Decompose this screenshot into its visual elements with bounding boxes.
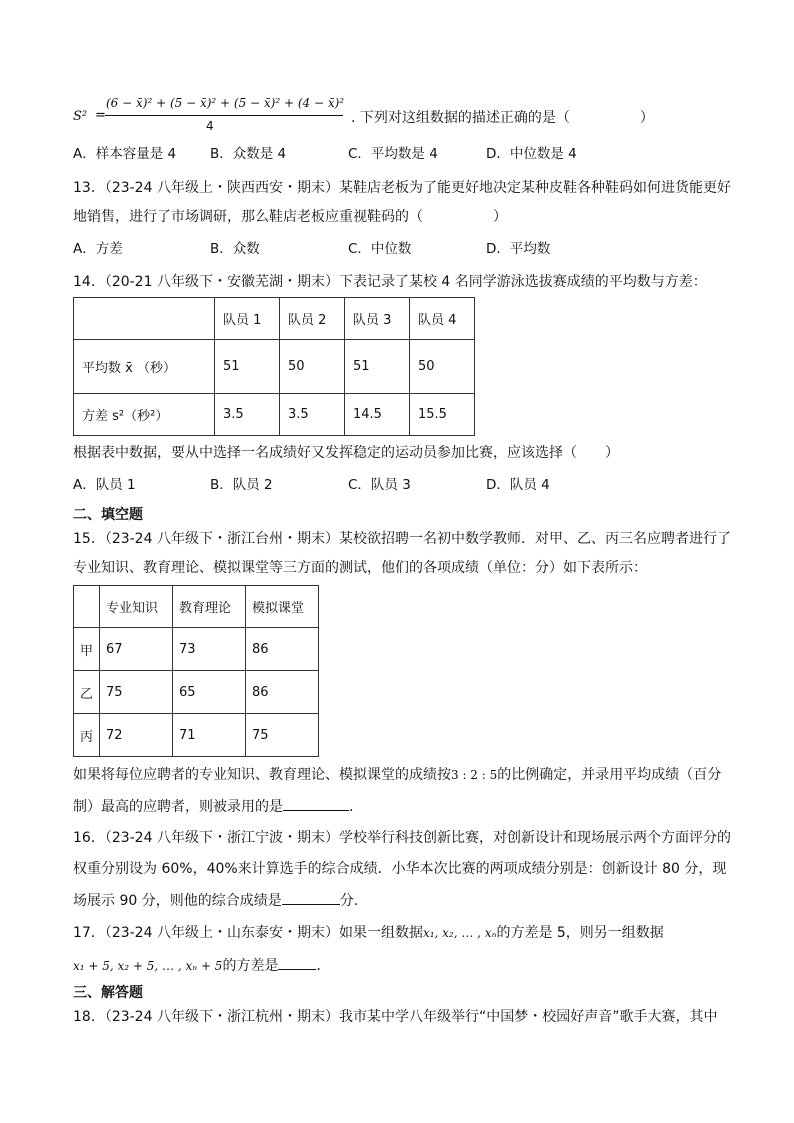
table-cell: 50 [280,340,345,394]
table-cell: 71 [173,714,246,757]
q15-after-line1 [73,765,721,785]
table-cell: 14.5 [345,394,410,436]
q14-option-a[interactable]: A．队员 1 [73,477,136,493]
fraction-bar [105,115,343,116]
table-cell: 73 [173,628,246,671]
q14-option-c[interactable]: C．队员 3 [348,477,411,493]
table-cell: 50 [410,340,475,394]
q13-stem-line1: 13．（23-24 八年级上・陕西西安・期末）某鞋店老板为了能更好地决定某种皮鞋各种鞋码如何进货能更好 [73,180,731,196]
formula-equals: = [95,108,106,123]
row-label: 乙 [74,671,100,714]
table-cell: 15.5 [410,394,475,436]
q16-answer-blank[interactable] [282,890,340,905]
q15-answer-blank[interactable] [283,796,349,811]
q17-text-b: 的方差是 5，则另一组数据 [496,925,664,941]
table-cell: 65 [173,671,246,714]
q15-stem-line1: 15．（23-24 八年级下・浙江台州・期末）某校欲招聘一名初中数学教师．对甲、乙、丙三名应聘者进行了 [73,531,731,547]
table-header-cell: 模拟课堂 [245,586,318,628]
q15-after-text-c: 制）最高的应聘者，则被录用的是 [73,799,283,815]
q17-answer-blank[interactable] [278,955,316,970]
q16-text-a: 场展示 90 分，则他的综合成绩是 [73,893,282,909]
q16-stem-line2: 权重分别设为 60%，40%来计算选手的综合成绩．小华本次比赛的两项成绩分别是：创新设计 80 分，现 [73,861,727,877]
table-cell: 72 [100,714,173,757]
table-header-cell: 专业知识 [100,586,173,628]
data-set-2: x₁ + 5, x₂ + 5, … , xₙ + 5 [73,959,223,973]
q17-period: ． [316,958,331,974]
table-cell: 86 [245,671,318,714]
formula-lhs: S² [73,109,88,124]
table-corner-cell [74,586,100,628]
table-header-cell: 队员 3 [345,298,410,340]
q14-stem-line1: 14．（20-21 八年级下・安徽芜湖・期末）下表记录了某校 4 名同学游泳选拔赛成绩的平均数与方差： [73,274,707,290]
q12-option-a[interactable]: A．样本容量是 4 [73,146,177,162]
q12-option-d[interactable]: D．中位数是 4 [486,146,577,162]
table-row [74,671,319,714]
table-cell: 3.5 [280,394,345,436]
q13-option-c[interactable]: C．中位数 [348,241,412,257]
table-row [74,628,319,671]
data-set-1: x₁, x₂, … , xₙ [422,926,497,940]
q14-option-b[interactable]: B．队员 2 [210,477,273,493]
table-header-cell: 教育理论 [173,586,246,628]
table-header-row [74,586,319,628]
q17-text-c: 的方差是 [222,958,279,974]
ratio-value: 3 : 2 : 5 [451,768,498,782]
q16-stem-line3 [73,890,358,911]
q17-stem-line2 [73,955,330,976]
q13-option-b[interactable]: B．众数 [210,241,260,257]
table-header-row [74,298,475,340]
swim-score-table [73,297,475,436]
table-header-cell: 队员 4 [410,298,475,340]
table-cell: 86 [245,628,318,671]
q15-after-text-b: 的比例确定，并录用平均成绩（百分 [497,767,722,783]
row-label: 方差 s²（秒²） [74,394,215,436]
table-row [74,340,475,394]
q13-option-a[interactable]: A．方差 [73,241,123,257]
table-header-cell: 队员 1 [215,298,280,340]
section-heading-solutions: 三、解答题 [73,985,143,1001]
q15-after-line2 [73,796,363,817]
q14-option-d[interactable]: D．队员 4 [486,477,550,493]
variance-formula [73,95,654,139]
q14-after-text: 根据表中数据，要从中选择一名成绩好又发挥稳定的运动员参加比赛，应该选择（ ） [73,445,619,461]
q16-text-b: 分. [339,893,359,909]
candidate-score-table [73,585,319,757]
question-tail: . 下列对这组数据的描述正确的是（ ） [351,110,654,126]
q13-stem-line2: 地销售，进行了市场调研，那么鞋店老板应重视鞋码的（ ） [73,209,507,225]
table-cell: 75 [100,671,173,714]
formula-numerator: (6 − x̄)² + (5 − x̄)² + (5 − x̄)² + (4 − x̄)² [106,96,345,110]
table-cell: 75 [245,714,318,757]
q12-option-c[interactable]: C．平均数是 4 [348,146,438,162]
q17-stem-line1 [73,923,664,943]
table-row [74,394,475,436]
table-row [74,714,319,757]
q17-text-a: 17．（23-24 八年级上・山东泰安・期末）如果一组数据 [73,925,423,941]
q16-stem-line1: 16．（23-24 八年级下・浙江宁波・期末）学校举行科技创新比赛，对创新设计和现场展示两个方面评分的 [73,830,731,846]
q15-period: ． [349,799,363,815]
table-header-cell: 队员 2 [280,298,345,340]
table-corner-cell [74,298,215,340]
table-cell: 51 [215,340,280,394]
row-label: 平均数 x̄ （秒） [74,340,215,394]
table-cell: 51 [345,340,410,394]
table-cell: 67 [100,628,173,671]
formula-denominator: 4 [206,119,214,133]
table-cell: 3.5 [215,394,280,436]
q18-stem-line1: 18．（23-24 八年级下・浙江杭州・期末）我市某中学八年级举行“中国梦・校园好声音”歌手大赛，其中 [73,1009,718,1025]
q15-stem-line2: 专业知识、教育理论、模拟课堂等三方面的测试，他们的各项成绩（单位：分）如下表所示： [73,560,647,576]
q13-option-d[interactable]: D．平均数 [486,241,551,257]
q15-after-text-a: 如果将每位应聘者的专业知识、教育理论、模拟课堂的成绩按 [73,767,451,783]
row-label: 甲 [74,628,100,671]
row-label: 丙 [74,714,100,757]
q12-option-b[interactable]: B．众数是 4 [210,146,287,162]
section-heading-fill-in: 二、填空题 [73,507,143,523]
